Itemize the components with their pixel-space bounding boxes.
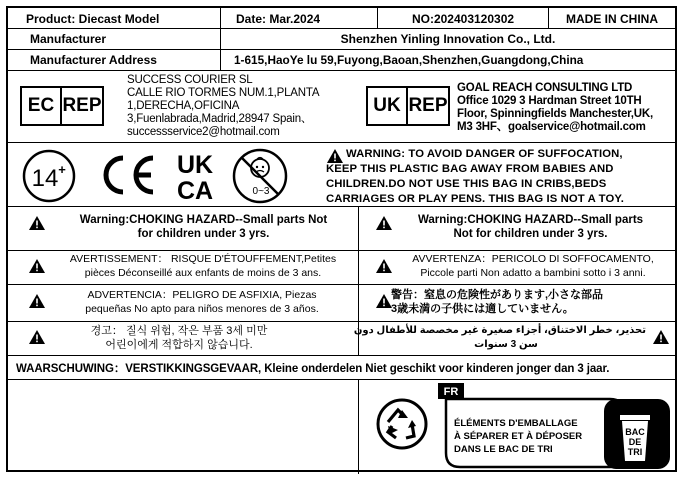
ukca-mark-icon — [171, 150, 221, 202]
suffocation-warning-line: CHILDREN.DO NOT USE THIS BAG IN CRIBS,BEDS — [326, 178, 607, 190]
choking-warning-it — [393, 252, 673, 280]
uk-rep-line: M3 3HF、goalservice@hotmail.com — [457, 121, 646, 133]
warning-triangle-icon — [652, 329, 670, 345]
manufacturer-address: 1-615,HaoYe lu 59,Fuyong,Baoan,Shenzhen,Guangdong,China — [234, 53, 584, 67]
warning-line: for children under 3 yrs. — [137, 228, 270, 240]
choking-warning-es — [52, 288, 352, 316]
ec-rep-line: 3,Fuenlabrada,Madrid,28947 Spain、 — [127, 113, 313, 125]
divider — [8, 321, 675, 322]
recycle-bin-icon — [620, 415, 650, 461]
ec-rep-badge-left: EC — [22, 88, 62, 124]
warning-triangle-icon — [375, 258, 393, 274]
choking-warning-ja — [391, 288, 673, 316]
not-for-under-3-icon — [230, 147, 290, 205]
choking-warning-en-2 — [388, 213, 673, 241]
choking-warning-ko — [54, 324, 304, 352]
bin-bottom: TRI — [627, 447, 643, 457]
warning-line: AVERTISSEMENT： RISQUE D'ÉTOUFFEMENT,Petites — [69, 253, 337, 265]
batch-number: NO:202403120302 — [411, 11, 515, 26]
choking-warning-ar — [353, 324, 646, 352]
ec-rep-badge-right: REP — [62, 95, 102, 116]
choking-warning-en — [56, 213, 351, 241]
warning-line: AVVERTENZA：PERICOLO DI SOFFOCAMENTO, — [412, 253, 654, 265]
country-of-origin: MADE IN CHINA — [566, 11, 658, 26]
age-plus: + — [58, 162, 66, 177]
suffocation-warning-line: CARRIAGES OR PLAY PENS. THIS BAG IS NOT A TOY. — [326, 193, 624, 204]
warning-line: 어린이에게 적합하지 않습니다. — [105, 339, 253, 351]
warning-line: Piccole parti Non adatto a bambini sotto i 3 anni. — [420, 267, 646, 279]
production-date: Date: Mar.2024 — [236, 11, 321, 26]
triman-line: DANS LE BAC DE TRI — [454, 444, 553, 455]
divider — [8, 250, 675, 251]
warning-line: pequeñas No apto para niños menores de 3 años. — [85, 303, 319, 315]
divider — [8, 70, 675, 71]
product-name: Product: Diecast Model — [26, 11, 160, 26]
divider — [220, 8, 221, 28]
ec-rep-address — [127, 74, 319, 139]
warning-line: Warning:CHOKING HAZARD--Small parts Not — [79, 214, 328, 226]
warning-line: pièces Déconseillé aux enfants de moins de 3 ans. — [84, 267, 322, 279]
manufacturer-label: Manufacturer — [30, 32, 107, 46]
divider — [8, 206, 675, 207]
triman-line: ÉLÉMENTS D'EMBALLAGE — [454, 418, 578, 429]
manufacturer-address-label: Manufacturer Address — [30, 53, 157, 67]
warning-line: 警告：窒息の危険性があります,小さな部品 — [391, 289, 604, 301]
uk-rep-badge-left: UK — [368, 88, 408, 124]
divider — [8, 142, 675, 143]
age-number: 14 — [31, 165, 59, 192]
no-under3-label: 0~3 — [252, 186, 270, 197]
uk-rep-address — [457, 82, 653, 134]
warning-line: 3歳未満の子供には適していません。 — [391, 303, 574, 315]
warning-triangle-icon — [28, 215, 46, 231]
product-label — [6, 6, 677, 472]
manufacturer-name: Shenzhen Yinling Innovation Co., Ltd. — [340, 32, 556, 46]
ec-rep-line: CALLE RIO TORMES NUM.1,PLANTA — [127, 87, 320, 99]
warning-triangle-icon — [28, 293, 46, 309]
ukca-bottom: CA — [176, 177, 214, 202]
warning-triangle-icon — [28, 329, 46, 345]
bin-mid: DE — [628, 437, 642, 447]
warning-line: ADVERTENCIA：PELIGRO DE ASFIXIA, Piezas — [87, 289, 317, 301]
ec-rep-badge — [20, 86, 104, 126]
uk-rep-line: GOAL REACH CONSULTING LTD — [457, 82, 633, 94]
divider — [8, 379, 675, 380]
recycle-triman-icon — [374, 396, 430, 452]
choking-warning-fr — [52, 252, 354, 280]
triman-info-panel — [438, 381, 670, 471]
warning-line: Not for children under 3 yrs. — [453, 228, 608, 240]
ukca-top: UK — [176, 151, 214, 179]
warning-line: 경고： 질식 위험, 작은 부품 3세 미만 — [90, 325, 268, 337]
ec-rep-line: 1,DERECHA,OFICINA — [127, 100, 240, 112]
bin-top: BAC — [625, 427, 645, 437]
suffocation-warning-line: KEEP THIS PLASTIC BAG AWAY FROM BABIES AND — [326, 163, 614, 175]
age-14-plus-icon — [20, 148, 78, 204]
triman-country: FR — [443, 386, 459, 398]
triman-line: À SÉPARER ET À DÉPOSER — [454, 431, 583, 442]
ec-rep-line: SUCCESS COURIER SL — [127, 74, 253, 86]
divider — [8, 284, 675, 285]
warning-line: تحذير، خطر الاختناق، أجزاء صغيرة غير مخصصة للأطفال دون — [353, 325, 646, 336]
uk-rep-badge-right: REP — [408, 95, 448, 116]
warning-line: Warning:CHOKING HAZARD--Small parts — [417, 214, 644, 226]
ce-mark-icon — [96, 154, 158, 196]
suffocation-warning-line: WARNING: TO AVOID DANGER OF SUFFOCATION, — [346, 148, 623, 160]
warning-triangle-icon — [28, 258, 46, 274]
choking-warning-nl: WAARSCHUWING：VERSTIKKINGSGEVAAR, Kleine onderdelen Niet geschikt voor kinderen jonger dan 3 jaar. — [16, 362, 610, 375]
warning-line: سن 3 سنوات — [474, 339, 538, 350]
uk-rep-badge — [366, 86, 450, 126]
ec-rep-line: successservice2@hotmail.com — [127, 126, 280, 138]
uk-rep-line: Office 1029 3 Hardman Street 10TH — [457, 95, 642, 107]
divider — [358, 379, 359, 474]
uk-rep-line: Floor, Spinningfields Manchester,UK, — [457, 108, 653, 120]
